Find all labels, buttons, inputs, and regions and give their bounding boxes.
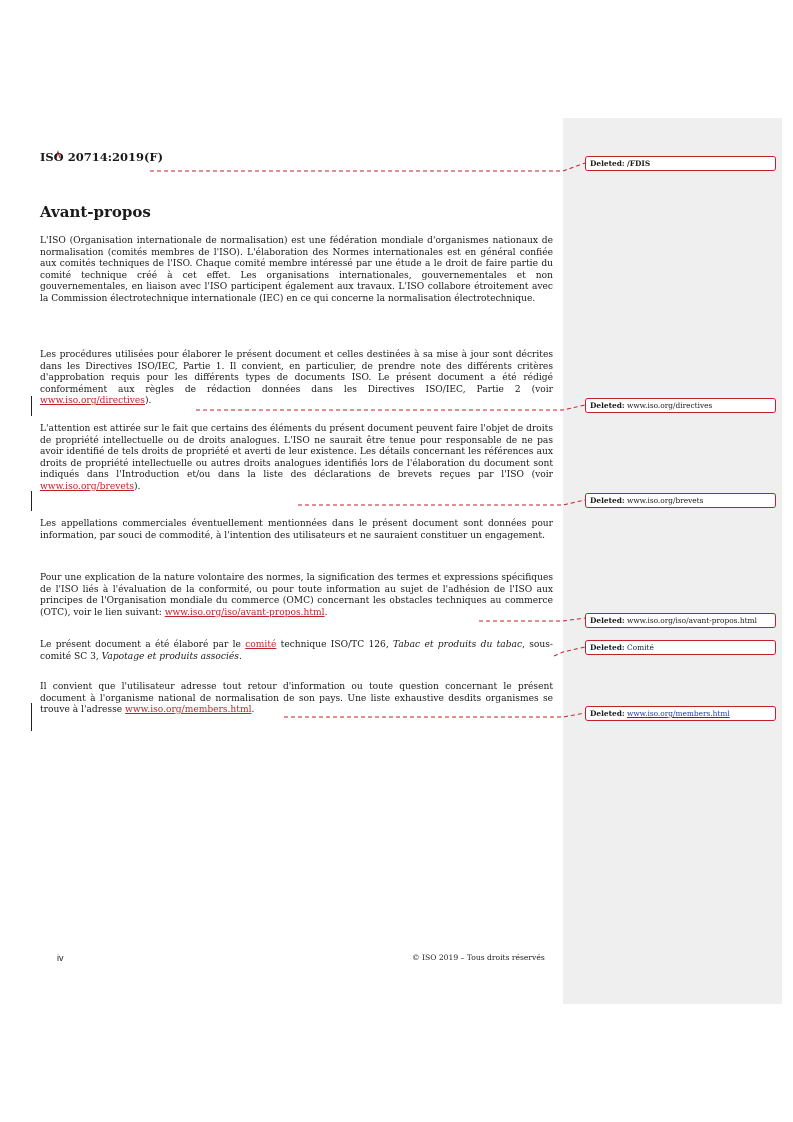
change-bar bbox=[31, 703, 32, 731]
brevets-link[interactable]: www.iso.org/brevets bbox=[40, 481, 135, 492]
paragraph-3-end: ). bbox=[134, 481, 141, 492]
paragraph-5-end: . bbox=[324, 607, 328, 618]
paragraph-7-text: Il convient que l'utilisateur adresse tout retour d'information ou toute question concernant le présent document à l'organisme national de normalisation de son pays. Une liste exhaustive desdits organismes se trouve à l'adresse bbox=[40, 682, 553, 716]
deleted-text: www.iso.org/directives bbox=[627, 401, 713, 410]
paragraph-2 bbox=[40, 350, 553, 408]
comment-balloon-4[interactable] bbox=[585, 613, 776, 628]
directives-link[interactable]: www.iso.org/directives bbox=[40, 396, 145, 407]
avant-propos-link[interactable]: www.iso.org/iso/avant-propos.html bbox=[164, 607, 325, 618]
deleted-link-text[interactable]: www.iso.org/members.html bbox=[627, 709, 730, 718]
deleted-text: www.iso.org/iso/avant-propos.html bbox=[627, 616, 757, 625]
deleted-text: www.iso.org/brevets bbox=[627, 496, 704, 505]
leader-line-3 bbox=[298, 500, 585, 505]
deleted-label: Deleted: bbox=[590, 496, 625, 505]
leader-line-1 bbox=[150, 163, 585, 171]
paragraph-5-text: Pour une explication de la nature volontaire des normes, la signification des termes et expressions spécifiques de l'ISO liés à l'évaluation de la conformité, ou pour toute information au sujet de l'adhésion de l'ISO aux principes de l'Organisation mondiale du commerce (OMC) concernant les obstacles techniques au commerce (OTC), voir le lien suivant: bbox=[40, 573, 553, 618]
comment-balloon-1[interactable] bbox=[585, 156, 776, 171]
leader-line-5 bbox=[554, 647, 585, 656]
comment-balloon-3[interactable] bbox=[585, 493, 776, 508]
deleted-text: Comité bbox=[627, 643, 654, 652]
paragraph-7-end: . bbox=[251, 705, 255, 716]
paragraph-3 bbox=[40, 424, 553, 494]
inserted-text: comité bbox=[245, 640, 277, 650]
paragraph-5 bbox=[40, 573, 553, 619]
footer-page-number: iv bbox=[57, 953, 64, 963]
subcommittee-name: Vapotage et produits associés bbox=[101, 651, 239, 662]
paragraph-6 bbox=[40, 640, 553, 663]
deleted-text: /FDIS bbox=[627, 159, 651, 168]
change-bar bbox=[31, 491, 32, 511]
paragraph-6-end: . bbox=[238, 651, 242, 662]
deleted-label: Deleted: bbox=[590, 643, 625, 652]
comment-balloon-5[interactable] bbox=[585, 640, 776, 655]
paragraph-2-text: Les procédures utilisées pour élaborer le présent document et celles destinées à sa mise à jour sont décrites dans les Directives ISO/IEC, Partie 1. Il convient, en particulier, de prendre note des différents critères d'approbation requis pour les différents types de documents ISO. Le présent document a été rédigé conformément aux règles de rédaction données dans les Directives ISO/IEC, Partie 2 (voir bbox=[40, 350, 553, 395]
paragraph-6-pre: Le présent document a été élaboré par le bbox=[40, 640, 246, 650]
page-header-doc-id: ISO 20714:2019(F) bbox=[40, 150, 164, 164]
paragraph-1: L'ISO (Organisation internationale de normalisation) est une fédération mondiale d'organismes nationaux de normalisation (comités membres de l'ISO). L'élaboration des Normes internationales est en général confiée aux comités techniques de l'ISO. Chaque comité membre intéressé par une étude a le droit de faire partie du comité technique créé à cet effet. Les organisations internationales, gouvernementales et non gouvernementales, en liaison avec l'ISO participent également aux travaux. L'ISO collabore étroitement avec la Commission électrotechnique internationale (IEC) en ce qui concerne la normalisation électrotechnique. bbox=[40, 236, 553, 304]
paragraph-4: Les appellations commerciales éventuellement mentionnées dans le présent document sont données pour information, par souci de commodité, à l'intention des utilisateurs et ne sauraient constituer un engagement. bbox=[40, 519, 553, 541]
deleted-label: Deleted: bbox=[590, 401, 625, 410]
committee-name: Tabac et produits du tabac bbox=[393, 640, 523, 650]
paragraph-2-end: ). bbox=[144, 396, 152, 407]
footer-copyright: © ISO 2019 – Tous droits réservés bbox=[412, 953, 545, 962]
change-bar bbox=[31, 396, 32, 416]
comment-balloon-2[interactable] bbox=[585, 398, 776, 413]
deleted-label: Deleted: bbox=[590, 159, 625, 168]
members-link[interactable]: www.iso.org/members.html bbox=[125, 705, 252, 716]
deleted-label: Deleted: bbox=[590, 616, 625, 625]
deleted-label: Deleted: bbox=[590, 709, 625, 718]
paragraph-6-mid: technique ISO/TC 126, bbox=[276, 640, 394, 650]
paragraph-7 bbox=[40, 682, 553, 717]
section-title: Avant-propos bbox=[40, 203, 151, 221]
paragraph-3-text: L'attention est attirée sur le fait que certains des éléments du présent document peuvent faire l'objet de droits de propriété intellectuelle ou de droits analogues. L'ISO ne saurait être tenue pour responsable de ne pas avoir identifié de tels droits de propriété et averti de leur existence. Les détails concernant les références aux droits de propriété intellectuelle ou autres droits analogues identifiés lors de l'élaboration du document sont indiqués dans l'Introduction et/ou dans la liste des déclarations de brevets reçues par l'ISO (voir bbox=[40, 424, 553, 481]
paragraph-6-mid2: , sous-comité SC 3, bbox=[40, 640, 553, 662]
comment-balloon-6[interactable] bbox=[585, 706, 776, 721]
